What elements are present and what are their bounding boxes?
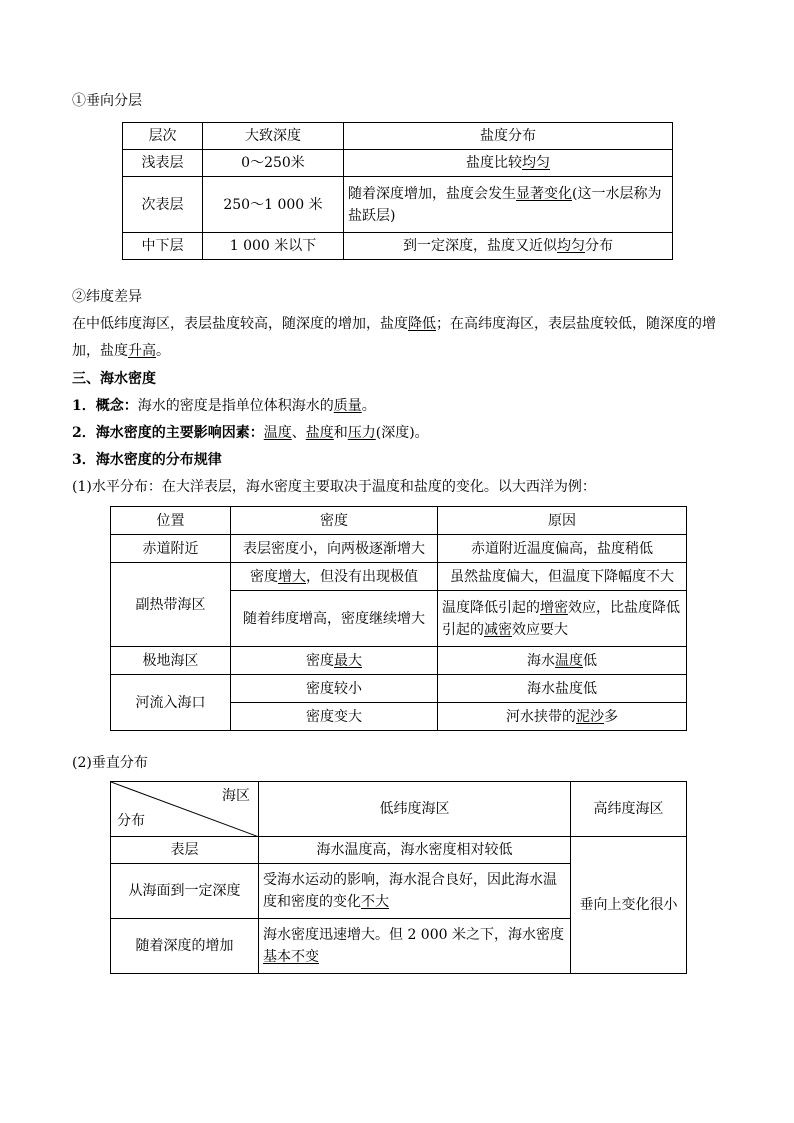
item-label: 2．海水密度的主要影响因素： — [72, 425, 264, 441]
low-latitude-cell: 海水温度高，海水密度相对较低 — [259, 837, 571, 864]
section-title-vertical-layering: ①垂向分层 — [72, 93, 142, 109]
header-cell: 原因 — [438, 507, 687, 535]
text: 。 — [361, 398, 376, 414]
paragraph-line — [72, 340, 170, 362]
row-label: 随着深度的增加 — [111, 919, 259, 974]
header-cell: 位置 — [111, 507, 231, 535]
header-cell: 层次 — [123, 123, 203, 150]
text: ，但没有出现极值 — [306, 568, 418, 585]
text: (这一水层称为盐跃层) — [348, 185, 662, 224]
density-cell — [231, 647, 438, 675]
text: 分布 — [585, 238, 613, 254]
row-label: 从海面到一定深度 — [111, 864, 259, 919]
position-cell: 极地海区 — [111, 647, 231, 675]
text: 、 — [291, 425, 306, 441]
text: 在中低纬度海区，表层盐度较高，随深度的增加，盐度 — [72, 316, 408, 332]
underlined-term: 升高 — [128, 343, 156, 359]
table-header-row — [111, 782, 687, 837]
position-cell: 河流入海口 — [111, 675, 231, 731]
density-cell: 密度较小 — [231, 675, 438, 703]
text: 效应，比盐度降低引起的 — [442, 599, 680, 638]
underlined-term: 均匀 — [557, 238, 585, 254]
header-cell: 盐度分布 — [344, 123, 673, 150]
position-cell: 副热带海区 — [111, 563, 231, 647]
underlined-term: 减密 — [484, 621, 512, 638]
underlined-term: 均匀 — [522, 155, 550, 171]
underlined-term: 温度 — [263, 425, 292, 441]
reason-cell — [438, 591, 687, 647]
density-horizontal-table — [110, 506, 687, 731]
table-row — [111, 535, 687, 563]
text: 多 — [604, 708, 618, 725]
table-row — [123, 177, 673, 233]
underlined-term: 不大 — [361, 894, 389, 910]
paragraph-line — [72, 313, 716, 335]
reason-cell: 海水盐度低 — [438, 675, 687, 703]
density-cell: 密度变大 — [231, 703, 438, 731]
table-row — [111, 563, 687, 591]
header-cell: 大致深度 — [203, 123, 344, 150]
low-latitude-cell — [259, 864, 571, 919]
underlined-term: 基本不变 — [263, 949, 319, 965]
table-row — [111, 647, 687, 675]
table-header-row — [123, 123, 673, 150]
layer-depth: 250～1 000 米 — [203, 177, 344, 233]
low-latitude-cell — [259, 919, 571, 974]
table-row — [111, 675, 687, 703]
underlined-term: 泥沙 — [576, 708, 604, 725]
table-row — [111, 837, 687, 864]
text: 和 — [333, 425, 348, 441]
vertical-intro: (2)垂直分布 — [72, 755, 148, 771]
reason-cell: 虽然盐度偏大，但温度下降幅度不大 — [438, 563, 687, 591]
text: (深度)。 — [375, 425, 429, 441]
underlined-term: 质量 — [333, 398, 362, 414]
underlined-term: 压力 — [347, 425, 376, 441]
layer-salinity — [344, 233, 673, 260]
text: 到一定深度，盐度又近似 — [403, 238, 557, 254]
text: 效应要大 — [512, 621, 568, 638]
underlined-term: 增密 — [540, 599, 568, 616]
text: 低 — [583, 652, 597, 669]
density-cell — [231, 563, 438, 591]
text: 温度降低引起的 — [442, 599, 540, 616]
underlined-term: 最大 — [334, 652, 362, 669]
layer-name: 中下层 — [123, 233, 203, 260]
item-label: 1．概念： — [72, 398, 138, 414]
layer-depth: 1 000 米以下 — [203, 233, 344, 260]
text: 密度 — [306, 652, 334, 669]
text: ；在高纬度海区，表层盐度较低，随深度的增 — [436, 316, 716, 332]
underlined-term: 降低 — [408, 316, 436, 332]
reason-cell — [438, 647, 687, 675]
text: 受海水运动的影响，海水混合良好，因此海水温度和密度的变化 — [263, 872, 557, 910]
text: 。 — [156, 343, 170, 359]
table-row — [123, 233, 673, 260]
high-latitude-cell: 垂向上变化很小 — [571, 837, 687, 974]
corner-label-region: 海区 — [222, 788, 250, 804]
header-cell: 密度 — [231, 507, 438, 535]
density-vertical-table — [110, 781, 687, 974]
text: 海水密度迅速增大。但 2 000 米之下，海水密度 — [263, 927, 564, 943]
underlined-term: 显著变化 — [516, 185, 572, 202]
underlined-term: 盐度 — [305, 425, 334, 441]
salinity-vertical-table — [122, 122, 673, 260]
factors-line — [72, 422, 429, 444]
layer-salinity — [344, 150, 673, 177]
layer-name: 浅表层 — [123, 150, 203, 177]
section-title-latitude-difference: ②纬度差异 — [72, 289, 142, 305]
underlined-term: 温度 — [555, 652, 583, 669]
underlined-term: 增大 — [278, 568, 306, 585]
diagonal-header-cell — [111, 782, 259, 837]
density-cell: 随着纬度增高，密度继续增大 — [231, 591, 438, 647]
reason-cell — [438, 703, 687, 731]
text: 随着深度增加，盐度会发生 — [348, 185, 516, 202]
distribution-heading: 3．海水密度的分布规律 — [72, 452, 222, 468]
header-cell: 高纬度海区 — [571, 782, 687, 837]
corner-label-distribution: 分布 — [117, 813, 145, 829]
reason-cell: 赤道附近温度偏高，盐度稍低 — [438, 535, 687, 563]
header-cell: 低纬度海区 — [259, 782, 571, 837]
text: 加，盐度 — [72, 343, 128, 359]
density-cell: 表层密度小，向两极逐渐增大 — [231, 535, 438, 563]
text: 盐度比较 — [466, 155, 522, 171]
position-cell: 赤道附近 — [111, 535, 231, 563]
text: 密度 — [250, 568, 278, 585]
text: 河水挟带的 — [506, 708, 576, 725]
layer-depth: 0～250米 — [203, 150, 344, 177]
table-row — [123, 150, 673, 177]
heading-seawater-density: 三、海水密度 — [72, 371, 156, 387]
text: 海水 — [527, 652, 555, 669]
text: 海水的密度是指单位体积海水的 — [137, 398, 334, 414]
horizontal-intro: (1)水平分布：在大洋表层，海水密度主要取决于温度和盐度的变化。以大西洋为例： — [72, 479, 596, 495]
row-label: 表层 — [111, 837, 259, 864]
concept-line — [72, 395, 376, 417]
layer-name: 次表层 — [123, 177, 203, 233]
layer-salinity — [344, 177, 673, 233]
table-header-row — [111, 507, 687, 535]
